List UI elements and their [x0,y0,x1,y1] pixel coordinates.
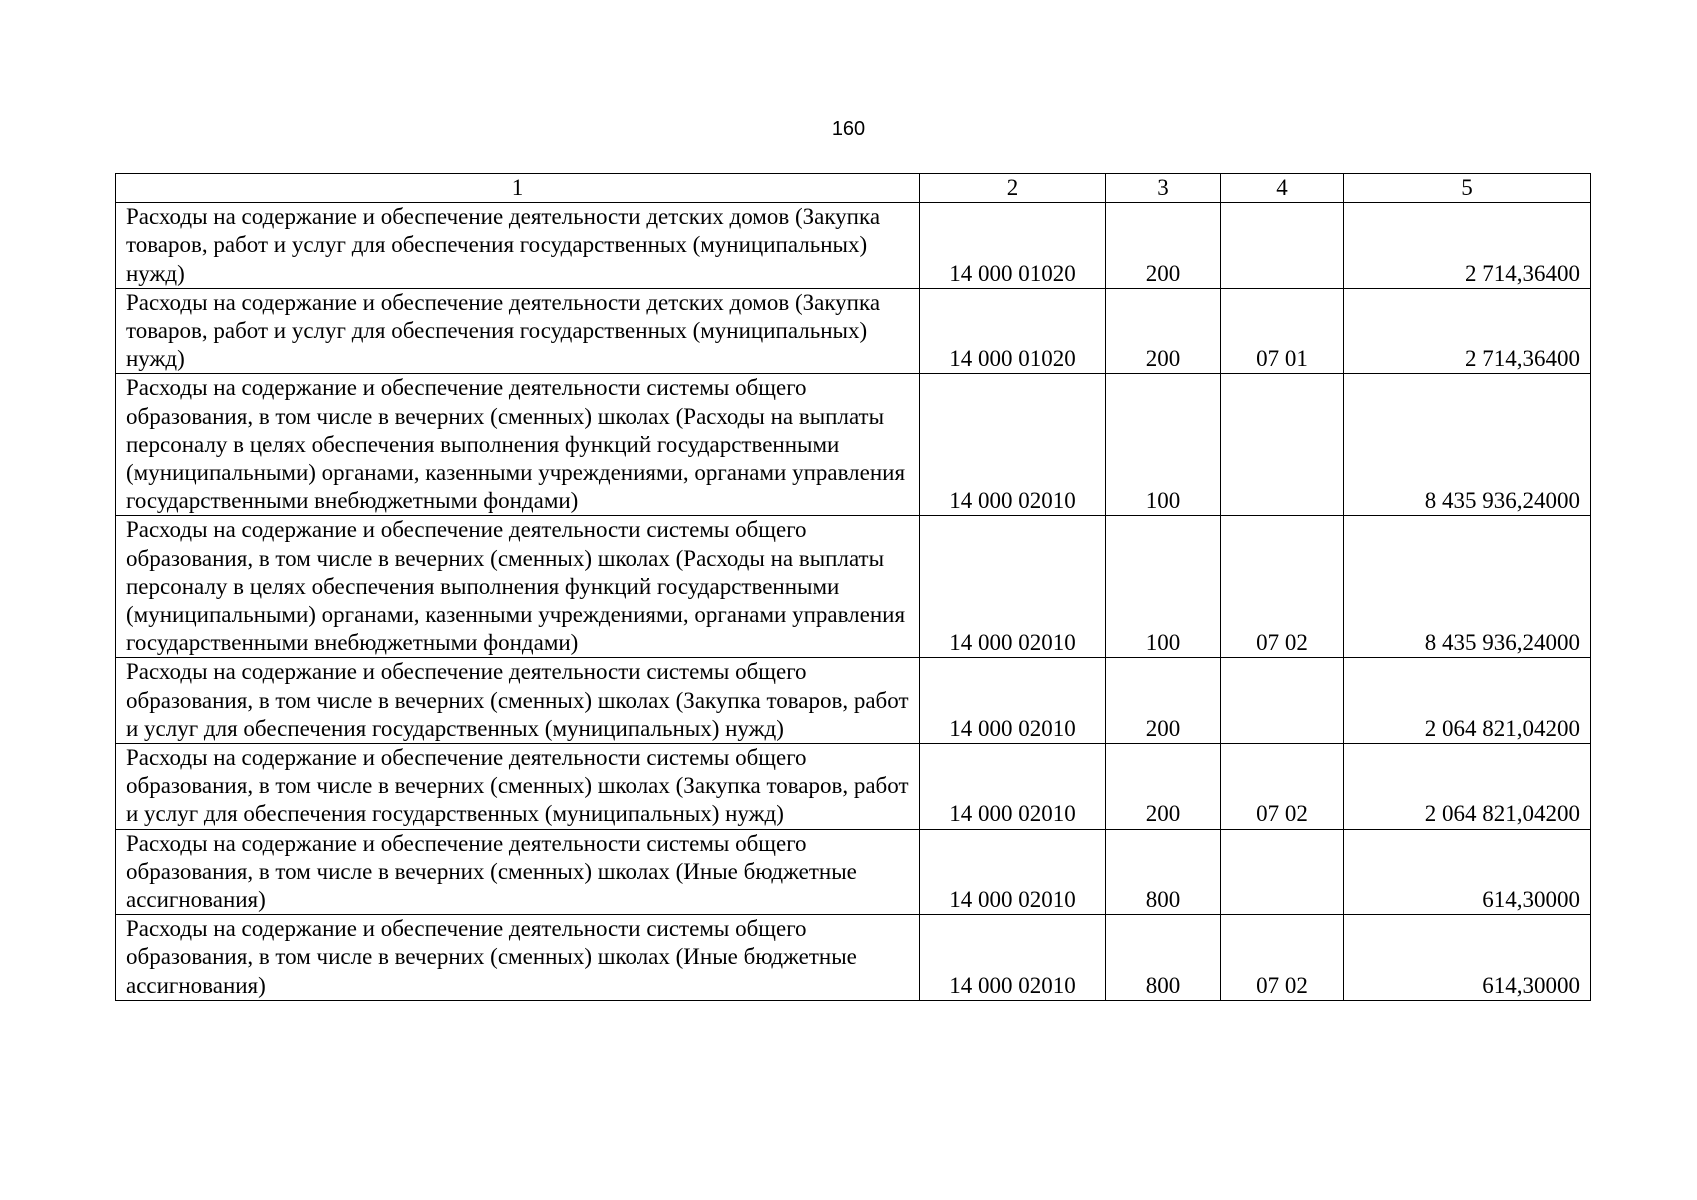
row-description: Расходы на содержание и обеспечение деятельности системы общего образования, в том числе в вечерних (сменных) школах (Иные бюджетные ассигнования) [116,829,920,915]
row-amount: 8 435 936,24000 [1344,516,1591,658]
row-amount: 2 714,36400 [1344,203,1591,289]
table-row [116,288,1591,374]
row-section: 07 02 [1221,915,1344,1001]
column-header-4: 4 [1221,174,1344,203]
row-amount: 2 064 821,04200 [1344,658,1591,744]
row-code: 14 000 02010 [920,516,1106,658]
table-row [116,744,1591,830]
row-expense-type: 100 [1106,516,1221,658]
row-expense-type: 800 [1106,915,1221,1001]
row-amount: 2 714,36400 [1344,288,1591,374]
row-expense-type: 200 [1106,203,1221,289]
row-description: Расходы на содержание и обеспечение деятельности детских домов (Закупка товаров, работ и услуг для обеспечения государственных (муниципальных) нужд) [116,288,920,374]
row-amount: 8 435 936,24000 [1344,374,1591,516]
row-section: 07 01 [1221,288,1344,374]
page-number: 160 [831,118,866,140]
row-expense-type: 100 [1106,374,1221,516]
row-description: Расходы на содержание и обеспечение деятельности системы общего образования, в том числе в вечерних (сменных) школах (Расходы на выплаты персоналу в целях обеспечения выполнения функций государственными (муниципальными) органами, казенными учреждениями, органами управления государственными внебюджетными фондами) [116,516,920,658]
row-amount: 614,30000 [1344,829,1591,915]
row-code: 14 000 02010 [920,915,1106,1001]
row-section [1221,203,1344,289]
row-expense-type: 200 [1106,658,1221,744]
row-expense-type: 200 [1106,744,1221,830]
table-row [116,374,1591,516]
column-header-1: 1 [116,174,920,203]
table-row [116,516,1591,658]
column-header-5: 5 [1344,174,1591,203]
row-section [1221,658,1344,744]
table-row [116,829,1591,915]
row-amount: 2 064 821,04200 [1344,744,1591,830]
row-code: 14 000 02010 [920,744,1106,830]
row-description: Расходы на содержание и обеспечение деятельности детских домов (Закупка товаров, работ и услуг для обеспечения государственных (муниципальных) нужд) [116,203,920,289]
row-expense-type: 200 [1106,288,1221,374]
row-description: Расходы на содержание и обеспечение деятельности системы общего образования, в том числе в вечерних (сменных) школах (Закупка товаров, работ и услуг для обеспечения государственных (муниципальных) нужд) [116,658,920,744]
row-section [1221,829,1344,915]
table-row [116,658,1591,744]
row-description: Расходы на содержание и обеспечение деятельности системы общего образования, в том числе в вечерних (сменных) школах (Иные бюджетные ассигнования) [116,915,920,1001]
row-description: Расходы на содержание и обеспечение деятельности системы общего образования, в том числе в вечерних (сменных) школах (Расходы на выплаты персоналу в целях обеспечения выполнения функций государственными (муниципальными) органами, казенными учреждениями, органами управления государственными внебюджетными фондами) [116,374,920,516]
column-header-2: 2 [920,174,1106,203]
table-row [116,203,1591,289]
row-section: 07 02 [1221,516,1344,658]
column-header-3: 3 [1106,174,1221,203]
row-section [1221,374,1344,516]
row-code: 14 000 02010 [920,374,1106,516]
row-code: 14 000 01020 [920,288,1106,374]
row-code: 14 000 02010 [920,829,1106,915]
row-amount: 614,30000 [1344,915,1591,1001]
budget-table [115,173,1591,1001]
row-expense-type: 800 [1106,829,1221,915]
row-code: 14 000 01020 [920,203,1106,289]
table-row [116,915,1591,1001]
row-description: Расходы на содержание и обеспечение деятельности системы общего образования, в том числе в вечерних (сменных) школах (Закупка товаров, работ и услуг для обеспечения государственных (муниципальных) нужд) [116,744,920,830]
table-header-row [116,174,1591,203]
row-section: 07 02 [1221,744,1344,830]
row-code: 14 000 02010 [920,658,1106,744]
